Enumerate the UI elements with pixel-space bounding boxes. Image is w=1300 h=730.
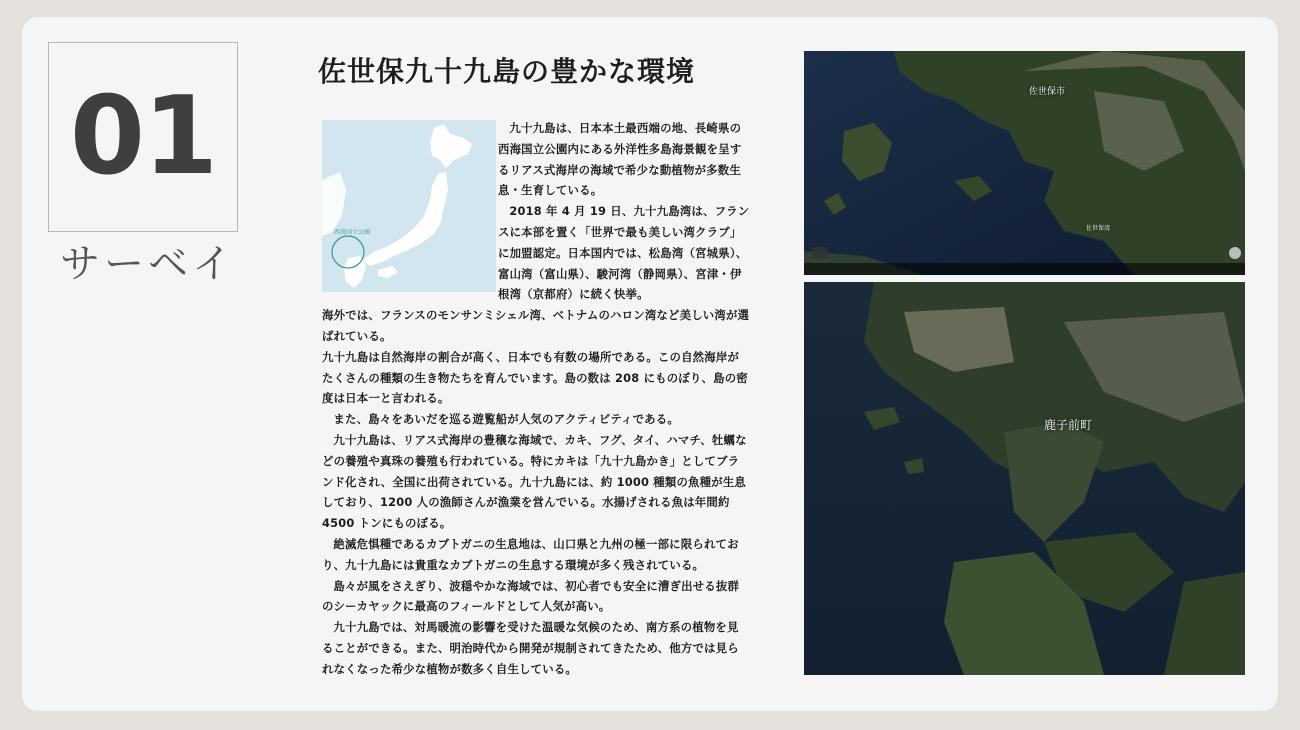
body-paragraph: 九十九島では、対馬暖流の影響を受けた温暖な気候のため、南方系の植物を見ることができる。また、明治時代から開発が規制されてきたため、他方では見られなくなった希少な植物が数多く自生している。 (322, 620, 739, 676)
body-paragraph: 海外では、フランスのモンサンミシェル湾、ベトナムのハロン湾など美しい湾が選ばれている。 (322, 308, 750, 343)
map-label-bay: 佐世保湾 (1086, 225, 1111, 232)
body-text (322, 118, 750, 680)
section-label: サーベイ (60, 241, 236, 287)
satellite-terrain (804, 51, 1245, 275)
map-label-sasebo: 佐世保市 (1029, 87, 1066, 97)
map-label-kashimae: 鹿子前町 (1044, 418, 1093, 432)
satellite-image-kashimae (804, 282, 1245, 675)
section-number: 01 (69, 74, 217, 199)
section-number-box (48, 42, 238, 232)
satellite-terrain (804, 282, 1245, 675)
page-title: 佐世保九十九島の豊かな環境 (318, 55, 696, 88)
map-spacer (322, 118, 498, 294)
body-paragraph: 九十九島は自然海岸の割合が高く、日本でも有数の場所である。この自然海岸がたくさんの種類の生き物たちを育んでいます。島の数は 208 にものぼり、島の密度は日本一と言われる。 (322, 349, 748, 406)
body-paragraph: 2018 年 4 月 19 日、九十九島湾は、フランスに本部を置く「世界で最も美しい湾クラブ」に加盟認定。日本国内では、松島湾（宮城県）、富山湾（富山県）、駿河湾（静岡県）、宮津・伊根湾（京都府）に続く快挙。 (498, 204, 750, 302)
body-paragraph: 九十九島は、日本本土最西端の地、長崎県の西海国立公園内にある外洋性多島海景観を呈するリアス式海岸の海域で希少な動植物が多数生息・生育している。 (498, 121, 742, 198)
body-paragraph: 島々が風をさえぎり、波穏やかな海域では、初心者でも安全に漕ぎ出せる抜群のシーカヤックに最高のフィールドとして人気が高い。 (322, 578, 740, 614)
satellite-image-sasebo (804, 51, 1245, 275)
body-paragraph: 九十九島は、リアス式海岸の豊穣な海域で、カキ、フグ、タイ、ハマチ、牡蠣などの養殖や真珠の養殖も行われている。特にカキは「九十九島かき」としてブランド化され、全国に出荷されている。九十九島には、約 1000 種類の魚種が生息しており、1200 人の漁師さんが漁業を営んでいる。水揚げされる魚は年間約 4500 トンにものぼる。 (322, 432, 747, 531)
body-paragraph: また、島々をあいだを巡る遊覧船が人気のアクティビティである。 (333, 412, 679, 427)
body-paragraph: 絶滅危惧種であるカブトガニの生息地は、山口県と九州の極一部に限られており、九十九島には貴重なカブトガニの生息する環境が多く残されている。 (322, 536, 739, 572)
park-label: 西海国立公園 (334, 229, 371, 236)
